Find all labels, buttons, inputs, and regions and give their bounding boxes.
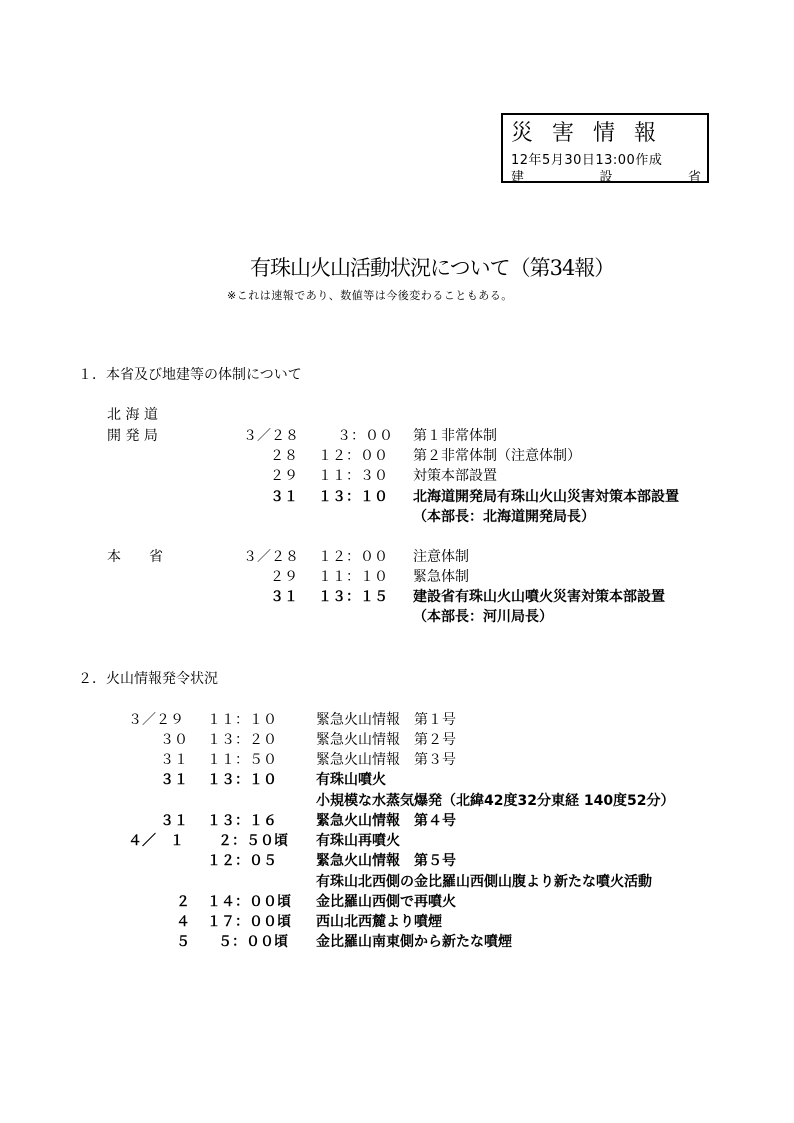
row-date: ２９ <box>270 468 298 484</box>
row-time: ５：００頃 <box>218 934 288 950</box>
row-time: ２：５０頃 <box>218 833 288 849</box>
hokkaido-label-2: 開 発 局 <box>107 428 158 444</box>
row-text: 緊急火山情報 第３号 <box>316 752 456 768</box>
row-date: ４／ １ <box>128 833 184 849</box>
row-text: 北海道開発局有珠山火山災害対策本部設置 <box>413 489 679 505</box>
row-text: 金比羅山西側で再噴火 <box>316 894 456 910</box>
row-date: ３０ <box>160 732 188 748</box>
honsho-label: 本 省 <box>107 549 163 565</box>
row-time: １１：１０ <box>207 712 277 728</box>
box-ministry <box>511 166 701 185</box>
box-title-char: 害 <box>552 121 594 146</box>
box-ministry-char: 設 <box>599 170 613 185</box>
section1-heading: １．本省及び地建等の体制について <box>78 367 302 383</box>
section2-heading: ２．火山情報発令状況 <box>78 671 218 687</box>
row-text: 建設省有珠山火山噴火災害対策本部設置 <box>413 589 665 605</box>
row-date: ３／２９ <box>128 712 184 728</box>
row-time: １３：１５ <box>318 589 388 605</box>
row-text: 有珠山北西側の金比羅山西側山腹より新たな噴火活動 <box>316 874 652 890</box>
row-time: １２：００ <box>318 448 388 464</box>
hokkaido-label-1: 北 海 道 <box>107 407 158 423</box>
row-text: 金比羅山南東側から新たな噴煙 <box>316 934 512 950</box>
row-date: ５ <box>176 934 190 950</box>
row-date: ２９ <box>270 569 298 585</box>
row-date: ２８ <box>270 448 298 464</box>
row-text: 対策本部設置 <box>413 468 497 484</box>
document-title: 有珠山火山活動状況について（第34報） <box>250 256 615 280</box>
box-title-char: 情 <box>593 121 635 146</box>
box-ministry-char: 省 <box>687 170 701 185</box>
row-time: １１：３０ <box>318 468 388 484</box>
row-time: １７：００頃 <box>207 914 291 930</box>
row-date: ３１ <box>270 489 298 505</box>
row-text: 緊急火山情報 第２号 <box>316 732 456 748</box>
row-date: ３１ <box>270 589 298 605</box>
row-date: ４ <box>176 914 190 930</box>
row-time: １３：１０ <box>207 772 277 788</box>
row-date: ３１ <box>160 772 188 788</box>
row-date: ２ <box>176 894 190 910</box>
disclaimer-note: ※これは速報であり、数値等は今後変わることもある。 <box>227 289 513 302</box>
row-text: 緊急火山情報 第５号 <box>316 853 456 869</box>
row-time: １３：１０ <box>318 489 388 505</box>
row-text: 西山北西麓より噴煙 <box>316 914 442 930</box>
row-time: １２：００ <box>318 549 388 565</box>
box-title <box>511 116 675 147</box>
row-text: 有珠山噴火 <box>316 772 386 788</box>
box-date: 12年5月30日13:00作成 <box>511 153 663 168</box>
box-title-char: 報 <box>634 121 676 146</box>
row-time: ３：００ <box>337 428 393 444</box>
hokkaido-chief: （本部長：北海道開発局長） <box>413 509 595 525</box>
row-date: ３１ <box>160 813 188 829</box>
row-text: 小規模な水蒸気爆発（北緯42度32分東経 140度52分） <box>316 793 675 809</box>
box-ministry-char: 建 <box>511 170 525 185</box>
row-time: １２：０５ <box>207 853 277 869</box>
row-text: 緊急火山情報 第４号 <box>316 813 456 829</box>
box-title-char: 災 <box>511 121 553 146</box>
row-time: １３：１６ <box>207 813 277 829</box>
row-time: １４：００頃 <box>207 894 291 910</box>
row-text: 注意体制 <box>413 549 469 565</box>
row-text: 有珠山再噴火 <box>316 833 400 849</box>
row-text: 緊急火山情報 第１号 <box>316 712 456 728</box>
row-time: １１：１０ <box>318 569 388 585</box>
honsho-chief: （本部長：河川局長） <box>413 609 553 625</box>
row-time: １１：５０ <box>207 752 277 768</box>
row-date: ３／２８ <box>243 549 299 565</box>
row-text: 緊急体制 <box>413 569 469 585</box>
row-text: 第２非常体制（注意体制） <box>413 448 581 464</box>
row-text: 第１非常体制 <box>413 428 497 444</box>
disaster-info-box <box>501 113 709 183</box>
row-time: １３：２０ <box>207 732 277 748</box>
row-date: ３／２８ <box>243 428 299 444</box>
row-date: ３１ <box>160 752 188 768</box>
